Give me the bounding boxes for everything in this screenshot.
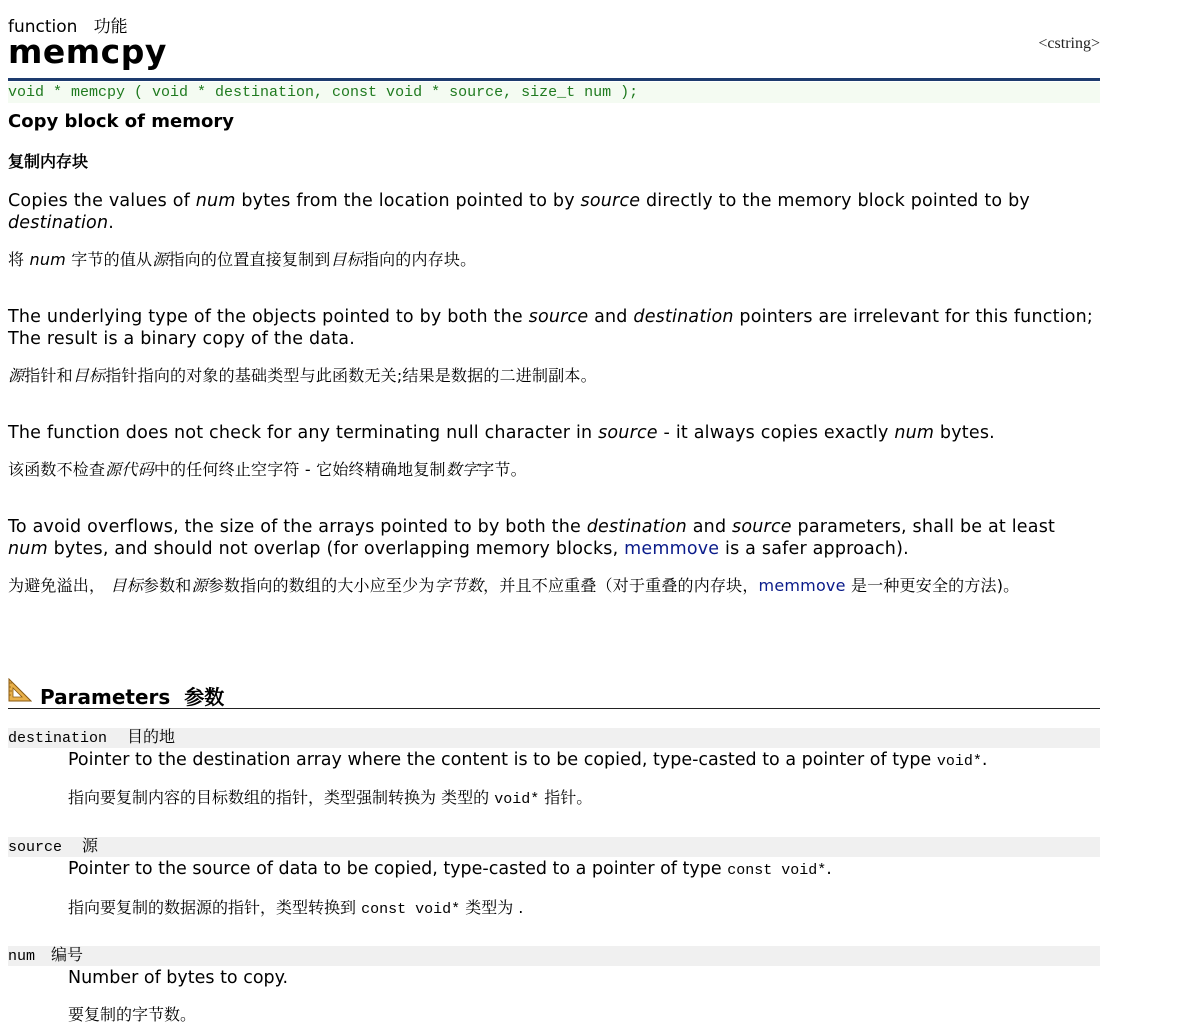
memmove-link-zh[interactable]: memmove bbox=[758, 576, 846, 595]
summary-zh: 复制内存块 bbox=[8, 152, 89, 171]
param-name-destination: destination 目的地 bbox=[8, 728, 1100, 748]
paragraph-4-zh: 为避免溢出， 目标参数和源参数指向的数组的大小应至少为字节数，并且不应重叠（对于重叠的内存块，memmove 是一种更安全的方法)。 bbox=[8, 576, 1020, 595]
function-prototype: void * memcpy ( void * destination, const void * source, size_t num ); bbox=[8, 82, 1100, 103]
param-desc-source: Pointer to the source of data to be copied, type-casted to a pointer of type const void*. bbox=[68, 859, 832, 879]
paragraph-1-en: Copies the values of num bytes from the location pointed to by source directly to the memory block pointed to by destination. bbox=[8, 191, 1030, 233]
param-name-num: num 编号 bbox=[8, 946, 1100, 966]
paragraph-2-en: The underlying type of the objects pointed to by both the source and destination pointers are irrelevant for this function; The result is a binary copy of the data. bbox=[8, 307, 1094, 349]
parameters-heading: Parameters 参数 bbox=[40, 685, 225, 709]
summary-en: Copy block of memory bbox=[8, 111, 234, 132]
paragraph-4-en: To avoid overflows, the size of the arrays pointed to by both the destination and source parameters, shall be at least num bytes, and should not overlap (for overlapping memory blocks, memmove is a safer approach). bbox=[8, 517, 1056, 559]
param-desc-num: Number of bytes to copy. bbox=[68, 968, 289, 988]
kind-label-zh: 功能 bbox=[93, 17, 128, 37]
paragraph-3-en: The function does not check for any terminating null character in source - it always copies exactly num bytes. bbox=[8, 423, 995, 443]
param-desc-destination: Pointer to the destination array where the content is to be copied, type-casted to a pointer of type void*. bbox=[68, 750, 988, 770]
param-desc-zh-source: 指向要复制的数据源的指针，类型转换到 const void* 类型为 . bbox=[68, 898, 524, 918]
page-title: memcpy bbox=[8, 32, 167, 71]
paragraph-1-zh: 将 num 字节的值从源指向的位置直接复制到目标指向的内存块。 bbox=[8, 250, 477, 269]
title-divider bbox=[8, 78, 1100, 81]
parameters-section-header bbox=[8, 678, 1100, 709]
param-desc-zh-destination: 指向要复制内容的目标数组的指针，类型强制转换为 类型的 void* 指针。 bbox=[68, 788, 593, 808]
param-name-source: source 源 bbox=[8, 837, 1100, 857]
paragraph-3-zh: 该函数不检查源代码中的任何终止空字符 - 它始终精确地复制数字字节。 bbox=[8, 460, 527, 479]
kind-label: function bbox=[8, 17, 78, 37]
paragraph-2-zh: 源指针和目标指针指向的对象的基础类型与此函数无关;结果是数据的二进制副本。 bbox=[8, 366, 597, 385]
ruler-triangle-icon bbox=[8, 678, 32, 702]
param-desc-zh-num: 要复制的字节数。 bbox=[68, 1005, 197, 1024]
header-file-link[interactable]: <cstring> bbox=[1038, 35, 1100, 52]
memmove-link[interactable]: memmove bbox=[624, 539, 720, 559]
